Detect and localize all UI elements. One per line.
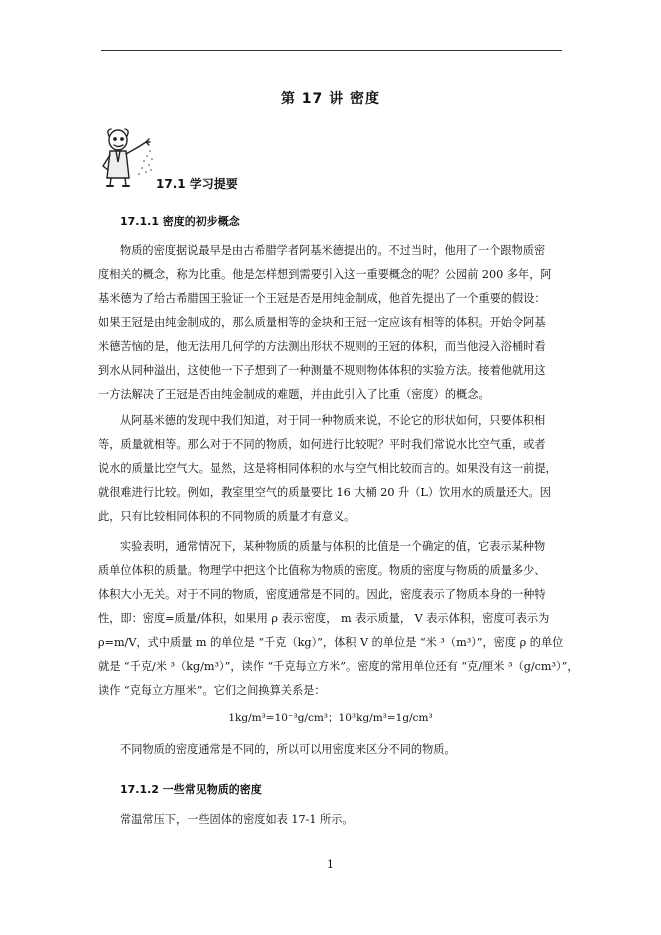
text-line: 如果王冠是由纯金制成的，那么质量相等的金块和王冠一定应该有相等的体积。开始令阿基 <box>98 316 546 329</box>
text-line: 就是 “千克/米 ³（kg/m³）”，读作 “千克每立方米”。密度的常用单位还有 “克/厘米 ³（g/cm³）”， <box>98 660 579 673</box>
text-line: 基米德为了给古希腊国王验证一个王冠是否是用纯金制成，他首先提出了一个重要的假设： <box>98 292 546 305</box>
text-line: 就很难进行比较。例如，教室里空气的质量要比 16 大桶 20 升（L）饮用水的质量还大。因 <box>98 486 551 499</box>
page-number: 1 <box>327 858 334 871</box>
text-line: 实验表明，通常情况下，某种物质的质量与体积的比值是一个确定的值，它表示某种物 <box>120 540 546 553</box>
section-heading: 17.1 学习提要 <box>156 177 238 191</box>
text-line: 到水从同种溢出，这使他一下子想到了一种测量不规则物体体积的实验方法。接着他就用这 <box>98 364 546 377</box>
text-line: 常温常压下，一些固体的密度如表 17-1 所示。 <box>120 813 354 826</box>
professor-illustration <box>98 126 156 188</box>
text-line: 说水的质量比空气大。显然，这是将相同体积的水与空气相比较而言的。如果没有这一前提， <box>98 462 557 475</box>
text-line: 一方法解决了王冠是否由纯金制成的难题，并由此引入了比重（密度）的概念。 <box>98 388 490 401</box>
text-line: 等，质量就相等。那么对于不同的物质，如何进行比较呢？平时我们常说水比空气重，或者 <box>98 438 546 451</box>
lecture-title: 第 17 讲 密度 <box>280 91 381 107</box>
conversion-formula: 1kg/m³=10⁻³g/cm³；10³kg/m³=1g/cm³ <box>228 712 433 724</box>
paragraph-5 <box>98 808 564 832</box>
paragraph-4 <box>98 738 564 762</box>
paragraph-3 <box>98 535 579 703</box>
text-line: 此，只有比较相同体积的不同物质的质量才有意义。 <box>98 510 356 523</box>
text-line: 度相关的概念，称为比重。他是怎样想到需要引入这一重要概念的呢？公园前 200 多年，阿 <box>98 268 552 281</box>
header-rule <box>101 50 562 51</box>
text-line: 米德苦恼的是，他无法用几何学的方法测出形状不规则的王冠的体积，而当他浸入浴桶时看 <box>98 340 546 353</box>
subsection-heading-2: 17.1.2 一些常见物质的密度 <box>120 783 262 796</box>
text-line: 物质的密度据说最早是由古希腊学者阿基米德提出的。不过当时，他用了一个跟物质密 <box>120 244 546 257</box>
text-line: 体积大小无关。对于不同的物质，密度通常是不同的。因此，密度表示了物质本身的一种特 <box>98 588 546 601</box>
subsection-heading-1: 17.1.1 密度的初步概念 <box>120 215 240 228</box>
text-line: 性，即：密度=质量/体积，如果用 ρ 表示密度， m 表示质量， V 表示体积，密度可表示为 <box>98 612 550 625</box>
text-line: 质单位体积的质量。物理学中把这个比值称为物质的密度。物质的密度与物质的质量多少、 <box>98 564 546 577</box>
paragraph-1 <box>98 239 564 407</box>
text-line: ρ=m/V，式中质量 m 的单位是 “千克（kg）”，体积 V 的单位是 “米 ³（m³）”，密度 ρ 的单位 <box>98 636 564 649</box>
paragraph-2 <box>98 409 564 529</box>
text-line: 不同物质的密度通常是不同的，所以可以用密度来区分不同的物质。 <box>120 743 456 756</box>
text-line: 从阿基米德的发现中我们知道，对于同一种物质来说，不论它的形状如何，只要体积相 <box>120 414 546 427</box>
text-line: 读作 “克每立方厘米”。它们之间换算关系是： <box>98 684 326 697</box>
